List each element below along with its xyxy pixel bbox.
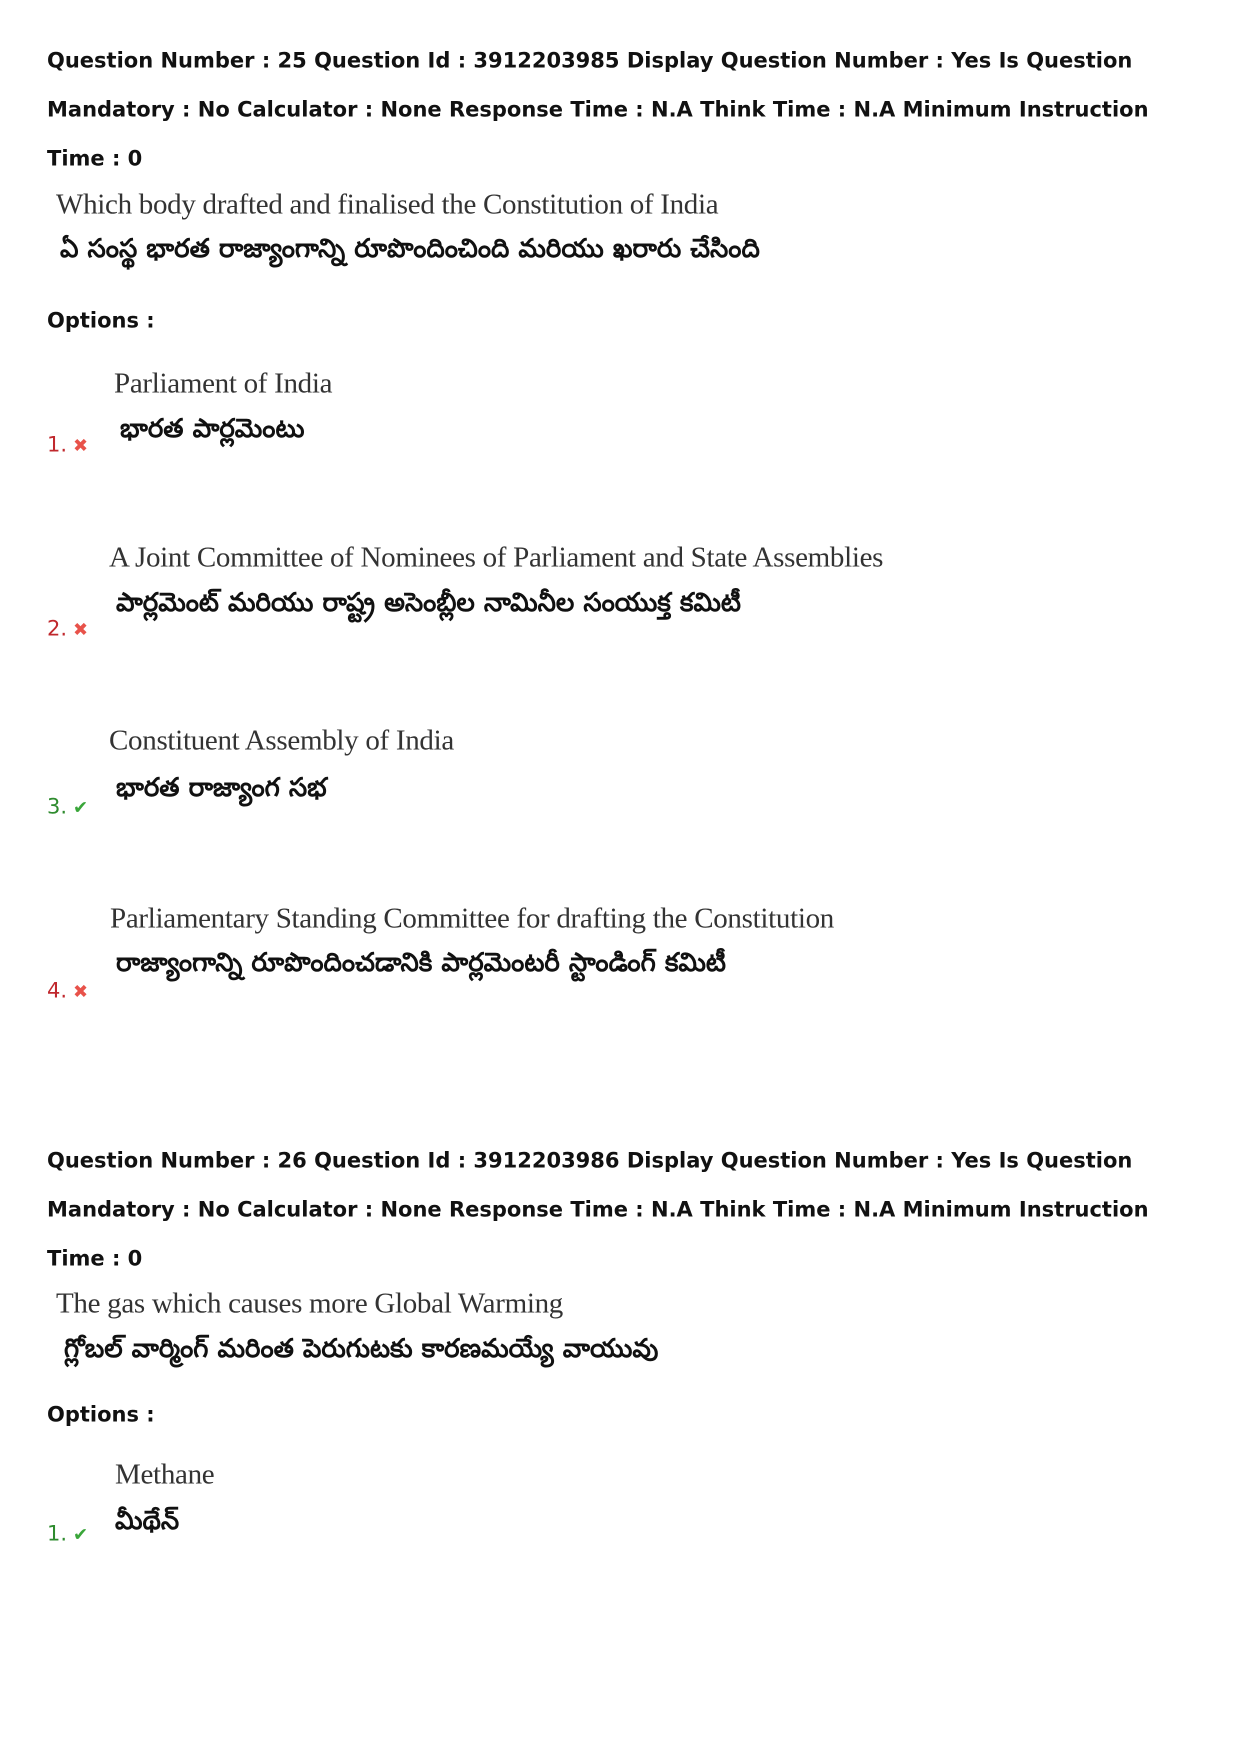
- option-text-english: Parliamentary Standing Committee for drafting the Constitution: [110, 902, 835, 935]
- option-number-label: 3.: [47, 794, 68, 819]
- option-text-telugu: పార్లమెంట్ మరియు రాష్ట్ర అసెంబ్లీల నామినీల సంయుక్త కమిటీ: [116, 588, 741, 618]
- check-icon: ✔: [73, 1524, 89, 1546]
- cross-icon: ✖: [73, 619, 89, 641]
- question-meta-line: Mandatory : No Calculator : None Response Time : N.A Think Time : N.A Minimum Instruction: [47, 97, 1149, 122]
- option-number: [47, 616, 89, 641]
- check-icon: ✔: [73, 797, 89, 819]
- option-text-telugu: మీథేన్: [115, 1506, 180, 1536]
- question-meta-line: Question Number : 26 Question Id : 3912203986 Display Question Number : Yes Is Question: [47, 1148, 1133, 1173]
- options-label: Options :: [47, 1402, 155, 1427]
- option-text-english: A Joint Committee of Nominees of Parliament and State Assemblies: [109, 541, 884, 574]
- option-text-telugu: భారత రాజ్యాంగ సభ: [116, 773, 327, 803]
- option-number: [47, 432, 89, 457]
- option-number: [47, 1521, 89, 1546]
- question-meta-line: Time : 0: [47, 1246, 143, 1271]
- option-text-english: Parliament of India: [114, 367, 333, 400]
- option-number-label: 2.: [47, 616, 68, 641]
- cross-icon: ✖: [73, 435, 89, 457]
- option-text-telugu: భారత పార్లమెంటు: [120, 414, 305, 444]
- option-number: [47, 978, 89, 1003]
- question-text-telugu: ఏ సంస్థ భారత రాజ్యాంగాన్ని రూపొందించింది మరియు ఖరారు చేసింది: [60, 234, 760, 264]
- option-number-label: 1.: [47, 432, 68, 457]
- option-number: [47, 794, 89, 819]
- option-text-english: Constituent Assembly of India: [109, 724, 454, 757]
- cross-icon: ✖: [73, 981, 89, 1003]
- option-number-label: 4.: [47, 978, 68, 1003]
- question-text-english: Which body drafted and finalised the Constitution of India: [56, 188, 719, 221]
- option-number-label: 1.: [47, 1521, 68, 1546]
- question-meta-line: Time : 0: [47, 146, 143, 171]
- options-label: Options :: [47, 308, 155, 333]
- question-text-telugu: గ్లోబల్ వార్మింగ్ మరింత పెరుగుటకు కారణమయ్యే వాయువు: [64, 1334, 659, 1364]
- option-text-telugu: రాజ్యాంగాన్ని రూపొందించడానికి పార్లమెంటరీ స్టాండింగ్ కమిటీ: [116, 948, 726, 978]
- question-meta-line: Mandatory : No Calculator : None Response Time : N.A Think Time : N.A Minimum Instruction: [47, 1197, 1149, 1222]
- question-meta-line: Question Number : 25 Question Id : 3912203985 Display Question Number : Yes Is Question: [47, 48, 1133, 73]
- option-text-english: Methane: [115, 1458, 215, 1491]
- question-text-english: The gas which causes more Global Warming: [56, 1287, 563, 1320]
